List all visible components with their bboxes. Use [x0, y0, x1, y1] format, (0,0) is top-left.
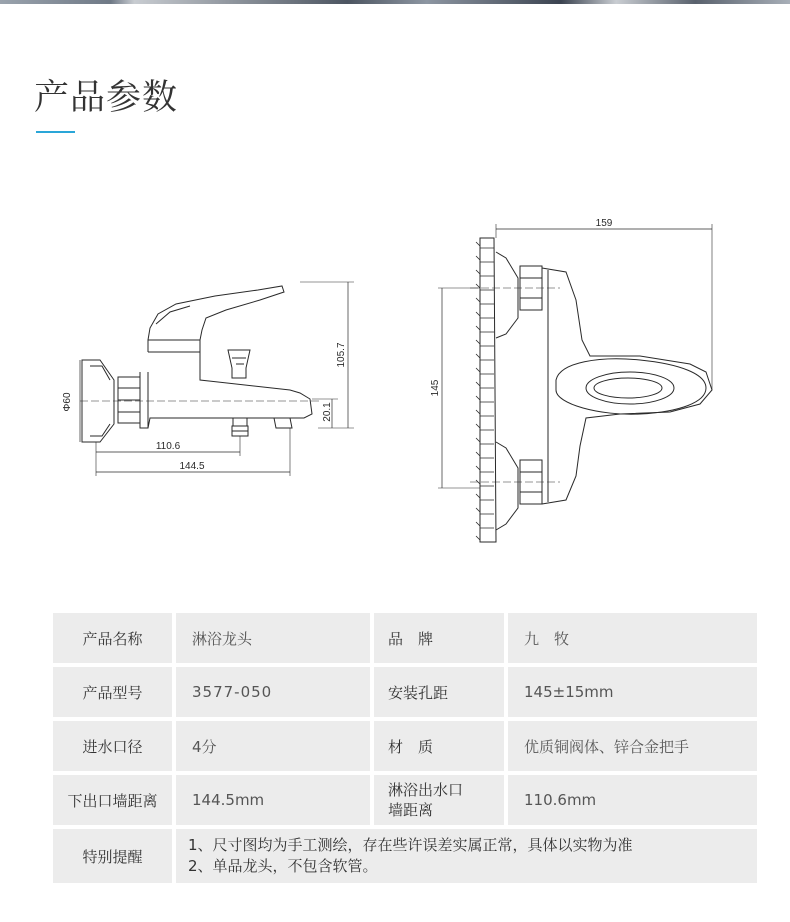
dim-length-total-label: 144.5 — [179, 461, 205, 472]
value-hole-distance: 145±15mm — [508, 667, 757, 717]
notice-text — [176, 829, 757, 883]
dim-length-inner-label: 110.6 — [155, 441, 181, 452]
label-product-name: 产品名称 — [53, 613, 172, 663]
value-material: 优质铜阀体、锌合金把手 — [508, 721, 757, 771]
value-outlet-wall-distance: 144.5mm — [176, 775, 370, 825]
label-inlet: 进水口径 — [53, 721, 172, 771]
value-brand: 九 牧 — [508, 613, 757, 663]
value-product-name: 淋浴龙头 — [176, 613, 370, 663]
value-shower-outlet-distance: 110.6mm — [508, 775, 757, 825]
value-inlet: 4分 — [176, 721, 370, 771]
front-view-drawing — [438, 224, 712, 542]
page-title: 产品参数 — [34, 78, 179, 118]
label-material: 材 质 — [374, 721, 504, 771]
dim-width-label: 159 — [595, 218, 613, 229]
dim-height-label: 105.7 — [336, 342, 347, 368]
notice-line-1: 1、尺寸图均为手工测绘，存在些许误差实属正常，具体以实物为准 — [188, 836, 633, 854]
label-notice: 特别提醒 — [53, 829, 172, 883]
notice-line-2: 2、单品龙头，不包含软管。 — [188, 857, 378, 875]
label-model: 产品型号 — [53, 667, 172, 717]
side-view-drawing — [80, 282, 354, 476]
label-hole-distance: 安装孔距 — [374, 667, 504, 717]
label-brand: 品 牌 — [374, 613, 504, 663]
label-shower-outlet-line1: 淋浴出水口 — [388, 781, 464, 799]
spec-table — [53, 613, 757, 883]
label-shower-outlet-line2: 墙距离 — [388, 801, 434, 819]
dim-hole-spacing-label: 145 — [430, 379, 441, 397]
dim-diameter-label: Φ60 — [62, 392, 73, 412]
label-shower-outlet-distance — [374, 775, 504, 825]
value-model: 3577-050 — [176, 667, 370, 717]
dim-outlet-height-label: 20.1 — [322, 402, 333, 422]
label-outlet-wall-distance: 下出口墙距离 — [53, 775, 172, 825]
